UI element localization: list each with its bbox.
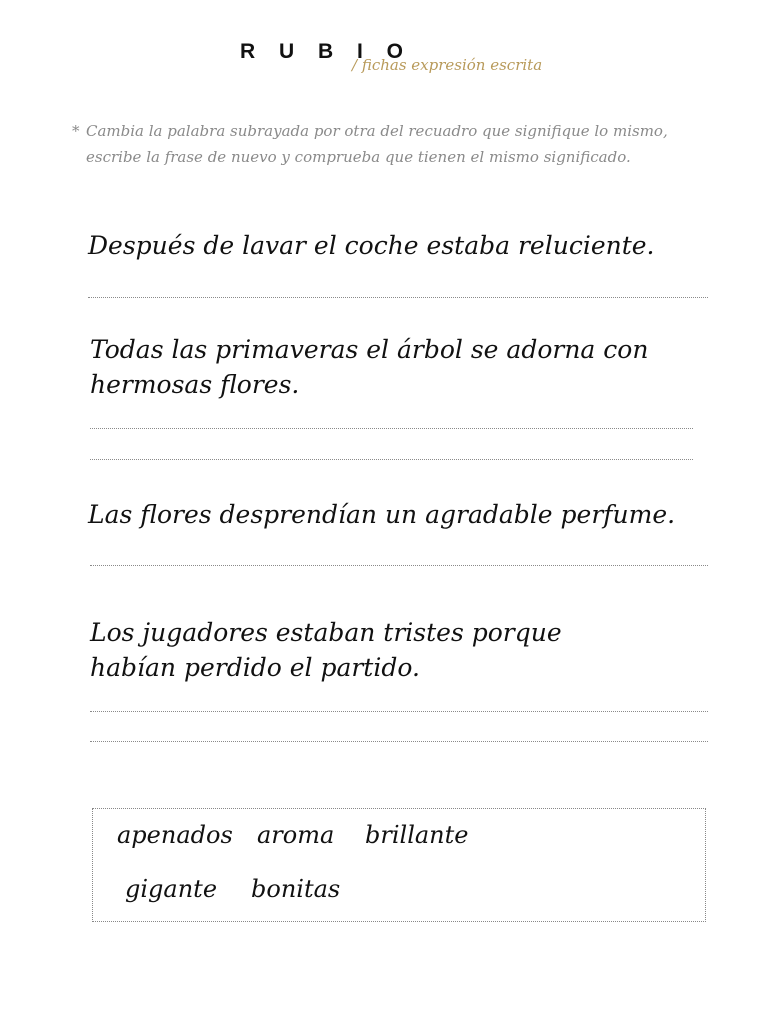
exercise-sentence-1: Después de lavar el coche estaba reluciente.: [88, 231, 655, 260]
word-option: apenados: [117, 821, 233, 849]
exercise-sentence-3: Las flores desprendían un agradable perfume.: [88, 500, 676, 529]
word-option: bonitas: [251, 875, 341, 903]
instruction-text: Cambia la palabra subrayada por otra del recuadro que signifique lo mismo, escribe la frase de nuevo y comprueba que tienen el mismo significado.: [86, 122, 668, 166]
writing-line[interactable]: [90, 741, 708, 742]
page-subtitle: / fichas expresión escrita: [352, 56, 543, 74]
bullet-asterisk: *: [72, 122, 80, 140]
writing-line[interactable]: [88, 297, 708, 298]
exercise-sentence-4: Los jugadores estaban tristes porque habían perdido el partido.: [90, 618, 562, 682]
word-option: aroma: [257, 821, 335, 849]
brand-logo: R U B I O: [240, 40, 413, 63]
writing-line[interactable]: [90, 459, 693, 460]
writing-line[interactable]: [90, 711, 708, 712]
word-box: [92, 808, 706, 922]
word-option: brillante: [365, 821, 469, 849]
writing-line[interactable]: [90, 565, 708, 566]
instruction: [72, 118, 702, 170]
word-option: gigante: [125, 875, 218, 903]
exercise-sentence-2: Todas las primaveras el árbol se adorna con hermosas flores.: [90, 335, 649, 399]
writing-line[interactable]: [90, 428, 693, 429]
